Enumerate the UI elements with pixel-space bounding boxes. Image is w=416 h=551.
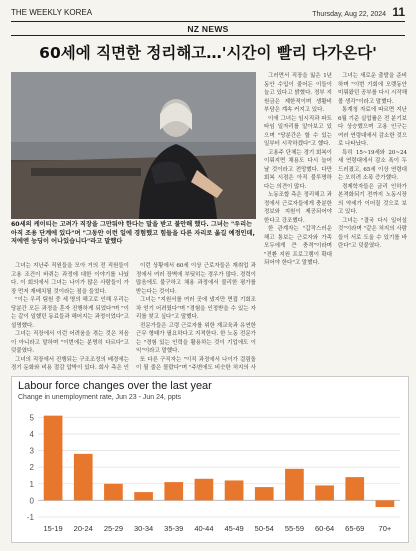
article-photo-illustration: [11, 72, 256, 219]
paragraph: 통계청 자료에 따르면 지난 6월 기준 실업률은 전 분기보다 상승했으며 고용 인구는 여러 연령대에서 감소한 것으로 나타났다.: [338, 107, 407, 147]
section-label: NZ NEWS: [187, 24, 229, 34]
paragraph: "이는 우리 팀원 중 세 명의 해고로 인해 우리는 당분간 모든 과정을 혼자 진행하게 되었다"며 "이는 같이 일했던 동료들과 헤어지는 과정이었다"고 설명했다.: [11, 297, 129, 329]
section-rule: [11, 35, 405, 36]
article-column-1: [11, 262, 129, 370]
bar-35-39: [164, 482, 183, 500]
paragraph: 노동조합 측은 정리해고 과정에서 근로자들에게 충분한 정보와 지원이 제공되어야 한다고 강조했다.: [264, 192, 332, 224]
article-column-3: [264, 72, 332, 370]
paragraph: 전문가들은 고령 근로자를 위한 재교육과 유연한 근무 형태가 필요하다고 지적한다. 한 노동 전문가는 "경험 있는 인력을 활용하는 것이 기업에도 이익"이라고 말했다.: [136, 322, 256, 354]
y-tick-label: -1: [26, 513, 34, 522]
paragraph: 이에 그녀는 임시직과 파트타임 일자리를 알아보고 있으며 "당분간은 할 수 있는 일부터 시작하겠다"고 했다.: [264, 115, 332, 147]
bar-20-24: [74, 454, 93, 501]
y-tick-label: 0: [29, 496, 34, 506]
article-column-4: [338, 72, 407, 370]
y-tick-label: 4: [29, 429, 34, 439]
x-tick-label: 60-64: [314, 524, 335, 533]
chart-subtitle: Change in unemployment rate, Jun 23 - Jun 24, ppts: [18, 394, 182, 401]
bar-25-29: [104, 484, 123, 501]
issue-info: [312, 5, 405, 19]
y-tick-label: 1: [29, 479, 34, 489]
article-photo: [11, 72, 256, 219]
chart-plot: [12, 377, 408, 542]
x-tick-label: 30-34: [133, 524, 154, 533]
paragraph: 그녀는 "지원서를 여러 곳에 냈지만 면접 기회조차 얻기 어려웠다"며 "경험을 인정받을 수 있는 자리를 찾고 싶다"고 말했다.: [136, 297, 256, 320]
paragraph: 그녀는 새로운 출발을 준비하며 "이번 기회에 오랫동안 미뤄왔던 공부를 다시 시작해 볼 생각"이라고 말했다.: [338, 73, 407, 105]
x-tick-label: 65-69: [345, 524, 365, 533]
masthead-rule: [11, 21, 405, 22]
chart-title: Labour force changes over the last year: [18, 380, 212, 392]
bar-50-54: [255, 487, 274, 500]
page-number: 11: [392, 5, 405, 19]
labour-force-chart: [11, 376, 409, 543]
x-tick-label: 35-39: [164, 524, 184, 533]
paragraph: 고용주 단체는 경기 회복이 이뤄지면 채용도 다시 늘어날 것이라고 전망했다. 다만 회복 시점은 아직 불투명하다는 의견이 많다.: [264, 149, 332, 190]
headline: 60세에 직면한 정리해고…'시간이 빨리 다가온다': [39, 44, 377, 62]
paragraph: 그러면서 직장을 잃은 1년 동안 수입이 줄어든 이들이 늘고 있다고 밝혔다. 정부 지원금은 제한적이며 생활비 부담은 계속 커지고 있다.: [264, 73, 332, 113]
paragraph: 또 다른 구직자는 "이직 과정에서 나이가 걸림돌이 될 줄은 몰랐다"며 "주변에도 비슷한 처지의 사: [136, 356, 256, 370]
x-tick-label: 50-54: [254, 524, 274, 533]
y-tick-label: 3: [29, 446, 34, 456]
paragraph: 이런 상황에서 60세 이상 근로자들은 재취업 과정에서 여러 장벽에 부딪히는 경우가 많다. 경력이 많음에도 불구하고 채용 과정에서 불리한 평가를 받는다는 것이다.: [136, 263, 256, 295]
x-tick-label: 55-59: [284, 524, 305, 533]
paragraph: 그녀는 "결국 다시 일어설 것"이라며 "같은 처지의 사람들이 서로 도울 수 있기를 바란다"고 덧붙였다.: [338, 217, 407, 249]
bar-65-69: [345, 477, 364, 500]
bar-15-19: [44, 416, 63, 501]
y-tick-label: 5: [29, 413, 34, 423]
paragraph: 그녀의 직장에서 진행되는 구조조정의 배경에는 경기 둔화와 비용 절감 압박이 있다. 회사 측은 인: [11, 356, 129, 370]
y-tick-label: 2: [29, 463, 34, 473]
bar-40-44: [195, 479, 214, 501]
paper-name: THE WEEKLY KOREA: [11, 7, 93, 17]
bar-30-34: [134, 492, 153, 500]
paragraph: 한 관계자는 "갑작스러운 해고 통보는 근로자와 가족 모두에게 큰 충격"이라며 "전환 지원 프로그램이 확대되어야 한다"고 말했다.: [264, 226, 332, 266]
x-tick-label: 20-24: [73, 524, 93, 533]
bar-45-49: [225, 480, 244, 500]
x-tick-label: 15-19: [43, 524, 63, 533]
bar-70+: [376, 500, 395, 507]
x-tick-label: 40-44: [194, 524, 214, 533]
x-tick-label: 25-29: [103, 524, 124, 533]
paragraph: 그녀는 직장에서 이런 어려움을 겪는 것은 처음이 아니라고 말하며 "이번에는 분명히 다르다"고 덧붙였다.: [11, 331, 129, 354]
issue-date: Thursday, Aug 22, 2024: [312, 11, 387, 18]
bar-60-64: [315, 485, 334, 500]
article-column-2: [136, 262, 256, 370]
paragraph: 그녀는 지난주 직원들을 모아 거의 전 직원들이 고용 조건이 바뀌는 과정에 대한 이야기를 나눴다. 이 회의에서 그녀는 나이가 많은 사람들이 가장 먼저 재배치될 것이라는 점을 들었다.: [11, 263, 129, 295]
photo-caption: 60세의 케이티는 고려가 직장을 그만둬야 한다는 말을 받고 불안해 했다. 그녀는 "우리는 아직 조용 단계에 있다"며 "그동안 이런 일에 경험했고 힘들을 다른 자리로 옮길 예정인데, 저에엔 능딩이 어나있습니다"라고 말했다: [11, 221, 255, 246]
bar-55-59: [285, 469, 304, 501]
paragraph: 특히 15~19세와 20~24세 연령대에서 감소 폭이 두드러졌고, 65세 이상 연령대는 오히려 소폭 증가했다.: [338, 149, 407, 181]
masthead: [11, 5, 405, 19]
x-tick-label: 70+: [378, 524, 392, 533]
x-tick-label: 45-49: [224, 524, 244, 533]
paragraph: 경제학자들은 금리 인하가 본격화되기 전까지 노동시장의 약세가 이어질 것으로 보고 있다.: [338, 183, 407, 215]
